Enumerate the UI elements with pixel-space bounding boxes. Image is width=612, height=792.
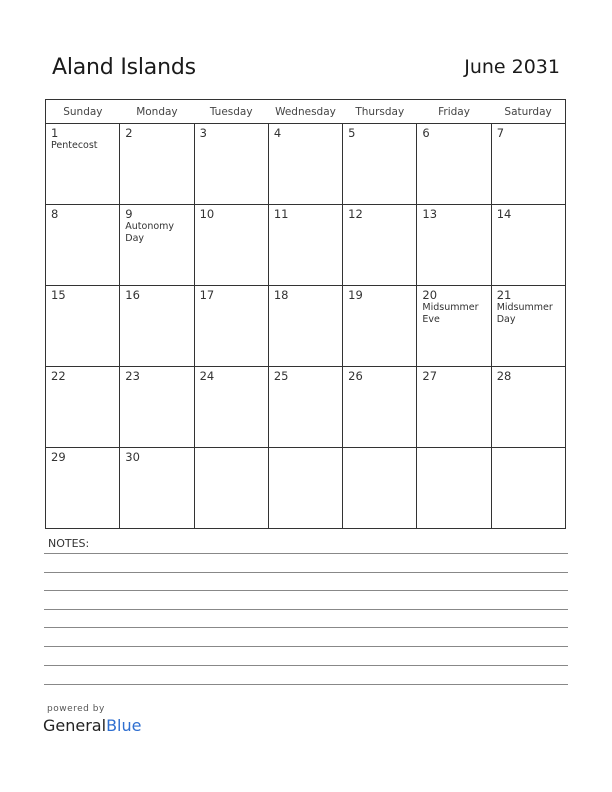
calendar-day-cell — [417, 205, 491, 286]
powered-by-text: powered by — [47, 704, 105, 714]
note-line — [44, 665, 568, 666]
day-number: 23 — [125, 369, 140, 383]
day-number: 29 — [51, 450, 66, 464]
calendar-day-cell — [46, 448, 120, 529]
calendar-day-cell — [417, 286, 491, 367]
weekday-header: Thursday — [343, 100, 417, 124]
calendar-day-cell — [491, 367, 565, 448]
calendar-day-cell — [491, 448, 565, 529]
calendar-day-cell — [194, 367, 268, 448]
calendar-title: Aland Islands — [52, 55, 196, 80]
note-line — [44, 590, 568, 591]
weekday-header: Friday — [417, 100, 491, 124]
calendar-day-cell — [46, 205, 120, 286]
calendar-day-cell — [343, 124, 417, 205]
calendar-day-cell — [120, 205, 194, 286]
calendar-day-cell — [417, 448, 491, 529]
note-line — [44, 684, 568, 685]
weekday-header: Wednesday — [268, 100, 342, 124]
calendar-day-cell — [268, 124, 342, 205]
holiday-label: Midsummer Day — [496, 302, 553, 325]
calendar-day-cell — [268, 448, 342, 529]
calendar-day-cell — [268, 367, 342, 448]
calendar-day-cell — [343, 448, 417, 529]
calendar-week-row — [46, 205, 566, 286]
calendar-day-cell — [268, 205, 342, 286]
calendar-day-cell — [120, 448, 194, 529]
calendar-day-cell — [194, 448, 268, 529]
day-number: 9 — [125, 207, 133, 221]
calendar-day-cell — [194, 286, 268, 367]
day-number: 19 — [348, 288, 363, 302]
day-number: 18 — [273, 288, 289, 302]
calendar-day-cell — [46, 124, 120, 205]
day-number: 27 — [422, 369, 438, 383]
weekday-header: Monday — [120, 100, 194, 124]
weekday-header: Sunday — [46, 100, 120, 124]
day-number: 8 — [51, 207, 59, 221]
weekday-header: Tuesday — [194, 100, 268, 124]
brand-text-general: General — [43, 716, 107, 735]
calendar-day-cell — [343, 286, 417, 367]
calendar-day-cell — [417, 367, 491, 448]
calendar-day-cell — [417, 124, 491, 205]
note-line — [44, 609, 568, 610]
note-line — [44, 627, 568, 628]
calendar-week-row — [46, 367, 566, 448]
calendar-day-cell — [46, 367, 120, 448]
day-number: 12 — [348, 207, 363, 221]
note-line — [44, 553, 568, 554]
generalblue-logo[interactable] — [43, 716, 141, 735]
day-number: 26 — [348, 369, 363, 383]
day-number: 1 — [51, 126, 59, 140]
calendar-day-cell — [491, 124, 565, 205]
note-line — [44, 572, 568, 573]
calendar-day-cell — [491, 286, 565, 367]
day-number: 30 — [125, 450, 140, 464]
calendar-day-cell — [343, 205, 417, 286]
note-line — [44, 646, 568, 647]
calendar-grid — [45, 99, 566, 529]
calendar-day-cell — [120, 124, 194, 205]
day-number: 3 — [199, 126, 207, 140]
day-number: 4 — [273, 126, 282, 140]
calendar-week-row — [46, 448, 566, 529]
day-number: 7 — [496, 126, 505, 140]
day-number: 10 — [199, 207, 215, 221]
day-number: 16 — [125, 288, 140, 302]
brand-text-blue: Blue — [106, 716, 142, 735]
calendar-month: June 2031 — [464, 56, 560, 78]
day-number: 13 — [422, 207, 438, 221]
calendar-day-cell — [343, 367, 417, 448]
day-number: 28 — [496, 369, 512, 383]
calendar-week-row — [46, 124, 566, 205]
day-number: 21 — [496, 288, 512, 302]
day-number: 25 — [273, 369, 289, 383]
calendar-day-cell — [194, 205, 268, 286]
weekday-header-row — [46, 100, 566, 124]
calendar-day-cell — [120, 286, 194, 367]
day-number: 11 — [273, 207, 289, 221]
notes-label: NOTES: — [48, 537, 90, 550]
day-number: 15 — [51, 288, 66, 302]
calendar-day-cell — [120, 367, 194, 448]
day-number: 22 — [51, 369, 66, 383]
holiday-label: Midsummer Eve — [422, 302, 479, 325]
weekday-header: Saturday — [491, 100, 565, 124]
calendar-day-cell — [46, 286, 120, 367]
calendar-day-cell — [491, 205, 565, 286]
day-number: 20 — [422, 288, 438, 302]
day-number: 17 — [199, 288, 215, 302]
day-number: 14 — [496, 207, 512, 221]
holiday-label: Pentecost — [51, 140, 98, 151]
calendar-day-cell — [268, 286, 342, 367]
holiday-label: Autonomy Day — [125, 221, 175, 244]
day-number: 24 — [199, 369, 215, 383]
day-number: 6 — [422, 126, 430, 140]
day-number: 2 — [125, 126, 133, 140]
calendar-day-cell — [194, 124, 268, 205]
day-number: 5 — [348, 126, 356, 140]
calendar-week-row — [46, 286, 566, 367]
